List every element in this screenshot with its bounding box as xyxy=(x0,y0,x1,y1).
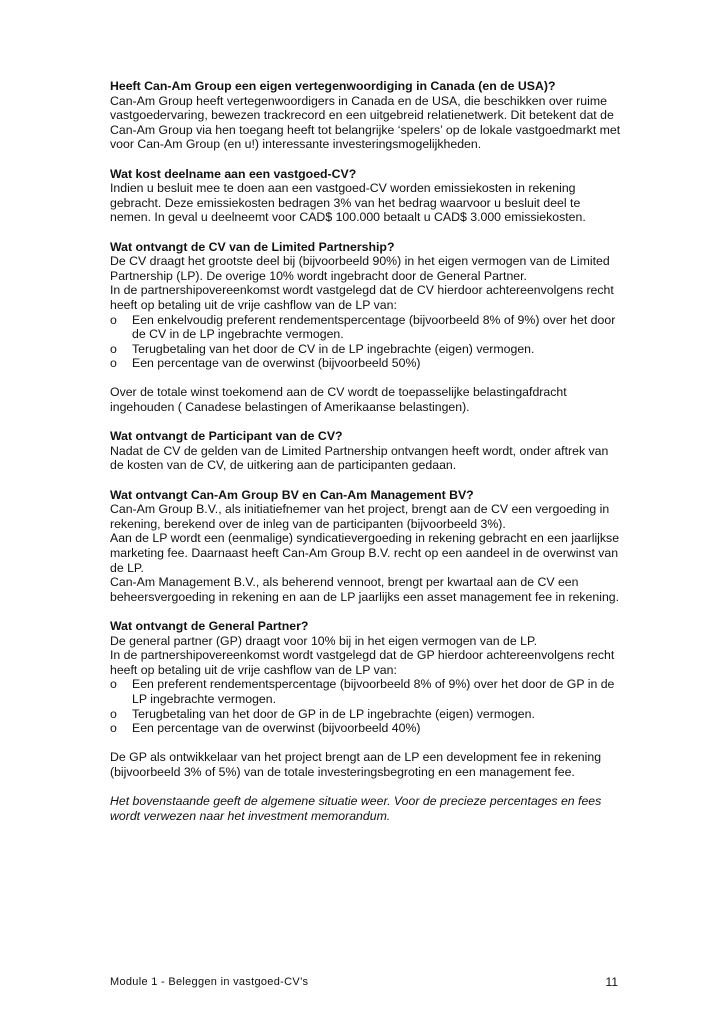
section-heading: Wat ontvangt de General Partner? xyxy=(110,618,309,633)
section-heading: Wat kost deelname aan een vastgoed-CV? xyxy=(110,166,357,181)
list-item xyxy=(110,313,622,342)
section-heading: Wat ontvangt Can-Am Group BV en Can-Am Management BV? xyxy=(110,487,474,502)
section-body: Nadat de CV de gelden van de Limited Partnership ontvangen heeft wordt, onder aftrek van de kosten van de CV, de uitkering aan de participanten gedaan. xyxy=(110,443,609,473)
section-intro: In de partnershipovereenkomst wordt vastgelegd dat de GP hierdoor achtereenvolgens recht heeft op betaling uit de vrije cashflow van de LP van: xyxy=(110,648,615,677)
list-item xyxy=(110,356,622,371)
section-cv-receives xyxy=(110,240,622,415)
section-body: Indien u besluit mee te doen aan een vastgoed-CV worden emissiekosten in rekening gebracht. Deze emissiekosten bedragen 3% van het bedrag waarvoor u besluit deel te nemen. In geval u deelneemt voor CAD$ 100.000 betaalt u CAD$ 3.000 emissiekosten. xyxy=(110,181,586,225)
section-heading: Wat ontvangt de Participant van de CV? xyxy=(110,429,343,444)
footer-module-title: Module 1 - Beleggen in vastgoed-CV’s xyxy=(110,976,309,988)
list-item-text: Een percentage van de overwinst (bijvoorbeeld 50%) xyxy=(132,356,421,371)
section-body: Can-Am Management B.V., als beherend vennoot, brengt per kwartaal aan de CV een beheersvergoeding in rekening en aan de LP jaarlijks een asset management fee in rekening. xyxy=(110,575,620,604)
list-item xyxy=(110,707,622,722)
list-item xyxy=(110,721,622,736)
list-item-text: Een enkelvoudig preferent rendementspercentage (bijvoorbeeld 8% of 9%) over het door de CV in de LP ingebrachte vermogen. xyxy=(132,312,616,342)
bullet-marker: o xyxy=(110,341,117,356)
list-item-text: Een preferent rendementspercentage (bijvoorbeeld 8% of 9%) over het door de GP in de LP ingebrachte vermogen. xyxy=(132,677,615,706)
bullet-marker: o xyxy=(110,312,117,327)
section-heading: Heeft Can-Am Group een eigen vertegenwoordiging in Canada (en de USA)? xyxy=(110,79,556,93)
list-item xyxy=(110,342,622,357)
section-body: Can-Am Group heeft vertegenwoordigers in Canada en de USA, die beschikken over ruime vastgoedervaring, bewezen trackrecord en een uitgebreid relatienetwerk. Dit betekent dat de Can-Am Group via hen toegang heeft tot belangrijke ‘spelers’ op de lokale vastgoedmarkt met voor Can-Am Group (en u!) interessante investeringsmogelijkheden. xyxy=(110,93,621,152)
disclaimer-note: Het bovenstaande geeft de algemene situatie weer. Voor de precieze percentages en fees wordt verwezen naar het investment memorandum. xyxy=(110,794,602,823)
bullet-list xyxy=(110,677,622,735)
section-body: Aan de LP wordt een (eenmalige) syndicatievergoeding in rekening gebracht en een jaarlijkse marketing fee. Daarnaast heeft Can-Am Group B.V. recht op een aandeel in de overwinst van de LP. xyxy=(110,531,620,575)
section-heading: Wat ontvangt de CV van de Limited Partnership? xyxy=(110,239,395,254)
section-intro: In de partnershipovereenkomst wordt vastgelegd dat de CV hierdoor achtereenvolgens recht heeft op betaling uit de vrije cashflow van de LP van: xyxy=(110,283,614,312)
section-development-fee: De GP als ontwikkelaar van het project brengt aan de LP een development fee in rekening (bijvoorbeeld 3% of 5%) van de totale investeringsbegroting en een management fee. xyxy=(110,750,602,779)
bullet-marker: o xyxy=(110,356,117,371)
bullet-list xyxy=(110,313,622,371)
section-body: De CV draagt het grootste deel bij (bijvoorbeeld 90%) in het eigen vermogen van de Limited Partnership (LP). De overige 10% wordt ingebracht door de General Partner. xyxy=(110,254,610,283)
list-item-text: Terugbetaling van het door de CV in de LP ingebrachte (eigen) vermogen. xyxy=(132,341,535,356)
section-body: De general partner (GP) draagt voor 10% bij in het eigen vermogen van de LP. xyxy=(110,633,538,648)
section-canam-receives xyxy=(110,488,622,605)
section-participation-cost xyxy=(110,167,622,225)
page-number: 11 xyxy=(605,975,618,989)
section-participant-receives xyxy=(110,429,622,473)
document-page xyxy=(110,79,622,838)
bullet-marker: o xyxy=(110,721,117,736)
list-item xyxy=(110,677,622,706)
list-item-text: Terugbetaling van het door de GP in de LP ingebrachte (eigen) vermogen. xyxy=(132,706,535,721)
list-item-text: Een percentage van de overwinst (bijvoorbeeld 40%) xyxy=(132,721,421,736)
section-body: Can-Am Group B.V., als initiatiefnemer van het project, brengt aan de CV een vergoeding in rekening, berekend over de inleg van de participanten (bijvoorbeeld 3%). xyxy=(110,502,610,531)
section-tax-note: Over de totale winst toekomend aan de CV wordt de toepasselijke belastingafdracht ingehouden ( Canadese belastingen of Amerikaanse belastingen). xyxy=(110,385,567,415)
section-disclaimer xyxy=(110,794,622,823)
section-gp-receives xyxy=(110,619,622,780)
bullet-marker: o xyxy=(110,677,117,692)
bullet-marker: o xyxy=(110,706,117,721)
section-representation xyxy=(110,79,622,152)
